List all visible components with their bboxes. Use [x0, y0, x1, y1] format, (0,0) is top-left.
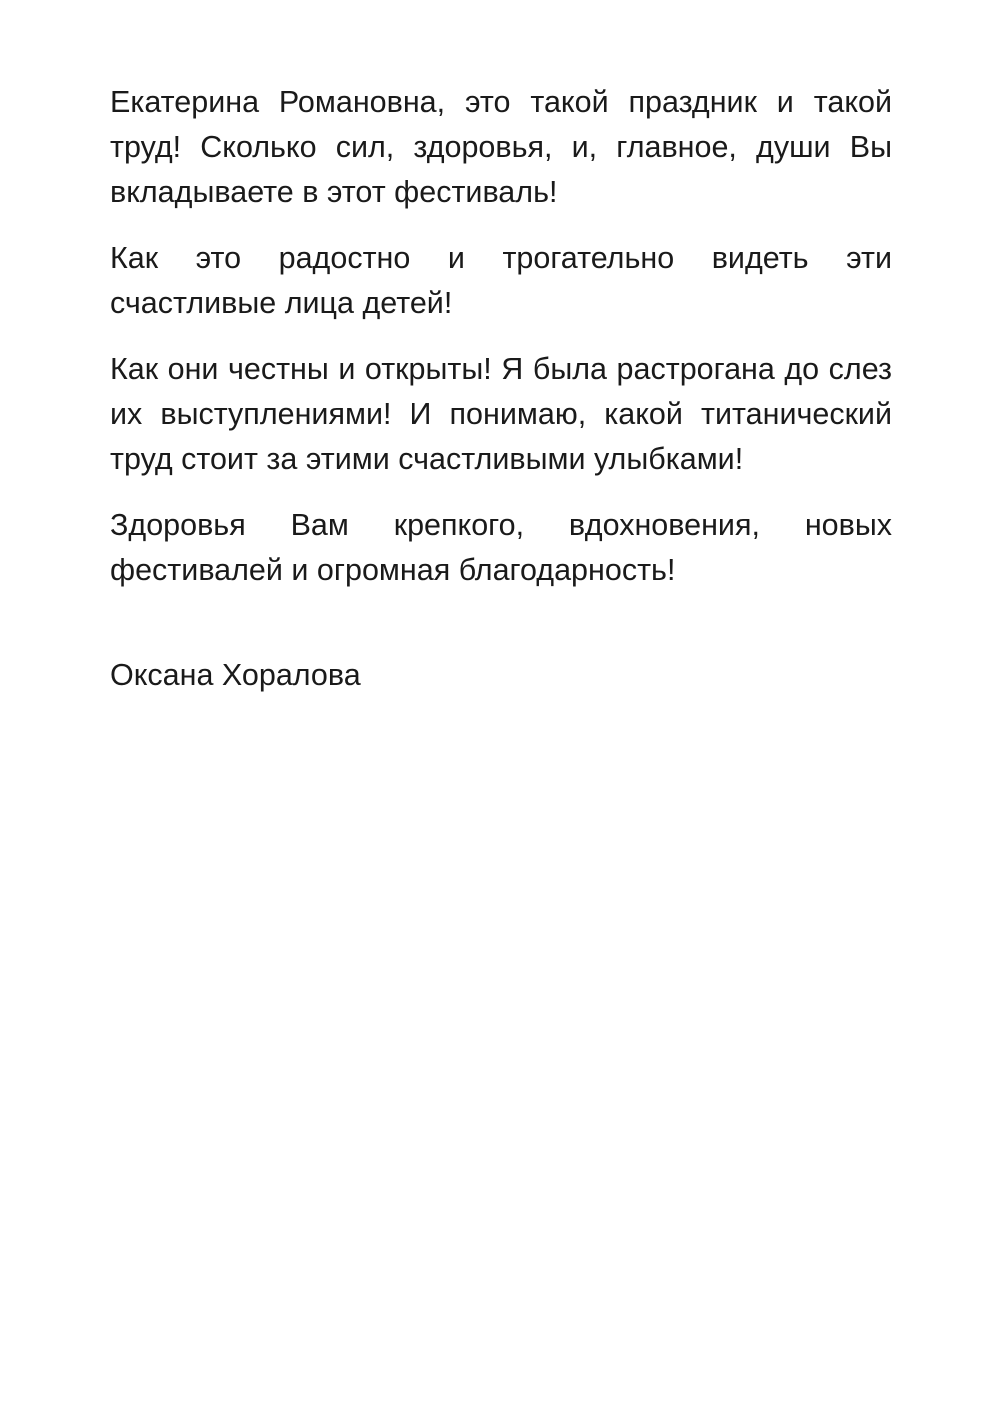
letter-paragraph-3: Как они честны и открыты! Я была растрогана до слез их выступлениями! И понимаю, какой титанический труд стоит за этими счастливыми улыбками!	[110, 352, 892, 476]
letter-paragraph-2: Как это радостно и трогательно видеть эти счастливые лица детей!	[110, 241, 892, 320]
letter-paragraph-1: Екатерина Романовна, это такой праздник и такой труд! Сколько сил, здоровья, и, главное, души Вы вкладываете в этот фестиваль!	[110, 85, 892, 209]
letter-body	[110, 80, 892, 729]
letter-paragraph-4: Здоровья Вам крепкого, вдохновения, новых фестивалей и огромная благодарность!	[110, 508, 892, 587]
letter-signature: Оксана Хоралова	[110, 658, 361, 692]
